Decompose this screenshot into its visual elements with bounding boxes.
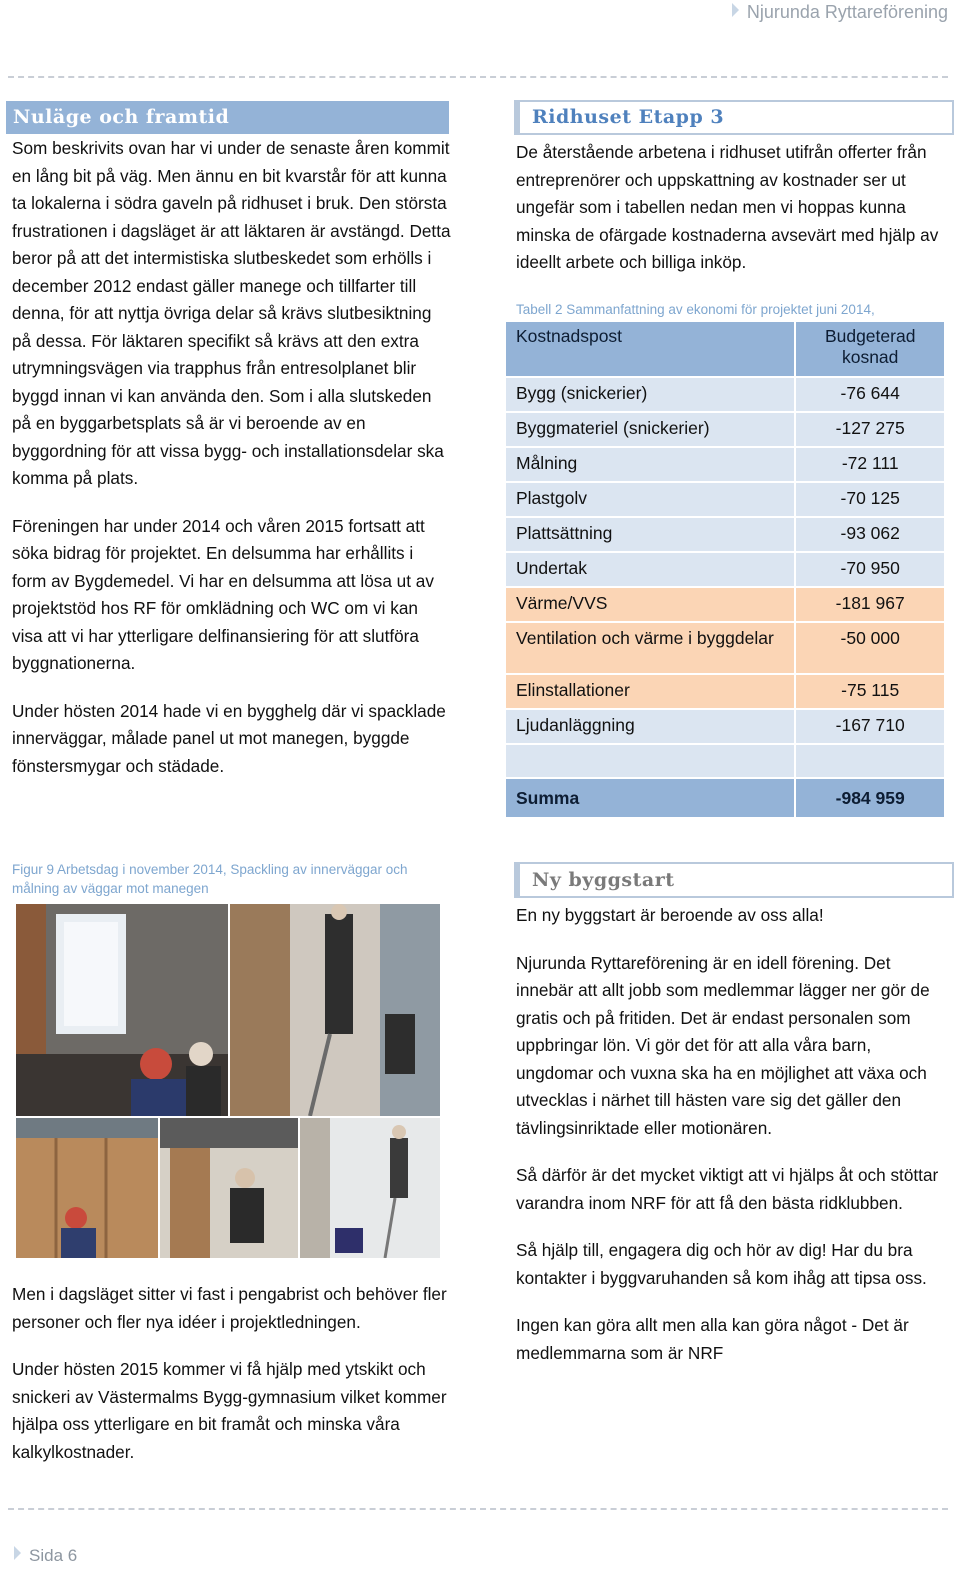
- right-text-block: [516, 902, 952, 1367]
- cost-item-label: Ventilation och värme i byggdelar: [505, 622, 795, 674]
- cost-item-value: -127 275: [795, 412, 945, 447]
- cost-item-label: Målning: [505, 447, 795, 482]
- paragraph-help-each-other: Så därför är det mycket viktigt att vi hjälps åt och stöttar varandra inom NRF för att få den bästa ridklubben.: [516, 1165, 939, 1213]
- paragraph-status: Som beskrivits ovan har vi under de senaste åren kommit en lång bit på väg. Men ännu en bit kvarstår för att kunna ta lokalerna i södra gaveln på ridhuset i bruk. Den största frustrationen i dagsläget är att läktaren är avstängd. Detta beror på att det intermistiska slutbeskedet som erhölls i december 2012 endast gäller manege och tillfarter till denna, för att nyttja övriga delar så krävs slutbesiktning på dessa. För läktaren specifikt så krävs att den extra utrymningsvägen via trapphus från entresolplanet blir byggd innan vi kan använda den. Som i alla slutskeden på en byggarbetsplats så är vi beroende av en byggordning för att vissa bygg- och installationsdelar ska komma på plats.: [12, 138, 451, 488]
- table-row: [505, 517, 945, 552]
- paragraph-new-start: En ny byggstart är beroende av oss alla!: [516, 905, 824, 925]
- sum-label: Summa: [505, 778, 795, 818]
- table-row: [505, 587, 945, 622]
- footer-page-label: Sida 6: [14, 1546, 77, 1566]
- table-row: [505, 482, 945, 517]
- paragraph-work-weekend: Under hösten 2014 hade vi en bygghelg där vi spacklade innerväggar, målade panel ut mot manegen, byggde fönstersmygar och städade.: [12, 700, 446, 776]
- table-row: [505, 552, 945, 587]
- paragraph-etapp3-intro: De återstående arbetena i ridhuset utifrån offerter från entreprenörer och uppskattning av kostnader ser ut ungefär som i tabellen nedan men vi hoppas kunna minska de ofärgade kostnaderna avsevärt med hjälp av ideellt arbete och billiga inköp.: [516, 142, 939, 272]
- cost-item-value: -70 125: [795, 482, 945, 517]
- table-header-budget: Budgeterad kosnad: [795, 321, 945, 377]
- cost-item-value: -181 967: [795, 587, 945, 622]
- table-row: [505, 412, 945, 447]
- photo-window-spackling: [16, 904, 228, 1116]
- figure-caption: Figur 9 Arbetsdag i november 2014, Spackling av innerväggar och målning av väggar mot manegen: [12, 862, 408, 896]
- section-title-nulage: Nuläge och framtid: [6, 101, 449, 134]
- cost-item-label: Plastgolv: [505, 482, 795, 517]
- header-org-name: Njurunda Ryttareförening: [732, 2, 948, 23]
- paragraph-autumn-2015: Under hösten 2015 kommer vi få hjälp med ytskikt och snickeri av Västermalms Bygg-gymnasium vilket kommer hjälpa oss ytterligare en bit framåt och minska våra kalkylkostnader.: [12, 1359, 447, 1462]
- table-header-row: [505, 321, 945, 377]
- cost-table: [504, 320, 946, 819]
- table-row: [505, 744, 945, 778]
- table-row: [505, 377, 945, 412]
- cost-table-wrapper: [504, 320, 946, 819]
- photo-collage: [16, 904, 440, 1258]
- cost-item-value: -76 644: [795, 377, 945, 412]
- table-row: [505, 622, 945, 674]
- sum-value: -984 959: [795, 778, 945, 818]
- table-row: [505, 447, 945, 482]
- cost-item-value: -75 115: [795, 674, 945, 709]
- bottom-divider: [8, 1508, 948, 1510]
- cost-item-value: -93 062: [795, 517, 945, 552]
- cost-item-label: Undertak: [505, 552, 795, 587]
- cost-item-label: Plattsättning: [505, 517, 795, 552]
- table-row: [505, 674, 945, 709]
- cost-item-value: -167 710: [795, 709, 945, 744]
- cost-item-label: [505, 744, 795, 778]
- cost-item-label: Elinstallationer: [505, 674, 795, 709]
- cost-item-value: [795, 744, 945, 778]
- table-header-cost-item: Kostnadspost: [505, 321, 795, 377]
- triangle-icon: [732, 3, 739, 17]
- cost-item-label: Bygg (snickerier): [505, 377, 795, 412]
- cost-item-value: -50 000: [795, 622, 945, 674]
- photo-wood-panel: [16, 1118, 158, 1258]
- table-sum-row: [505, 778, 945, 818]
- table-row: [505, 709, 945, 744]
- paragraph-funding: Föreningen har under 2014 och våren 2015 fortsatt att söka bidrag för projektet. En delsumma har erhållits i form av Bygdemedel. Vi har en delsumma att lösa ut av projektstöd hos RF för omklädning och WC om vi kan visa att vi har ytterligare delfinansiering för att slutföra byggnationerna.: [12, 515, 434, 673]
- cost-item-label: Ljudanläggning: [505, 709, 795, 744]
- cost-item-value: -72 111: [795, 447, 945, 482]
- photo-painting-room: [160, 1118, 298, 1258]
- right-intro: [516, 139, 946, 277]
- triangle-icon: [14, 1546, 21, 1560]
- cost-item-label: Värme/VVS: [505, 587, 795, 622]
- section-title-ny-byggstart: Ny byggstart: [514, 862, 954, 898]
- cost-item-value: -70 950: [795, 552, 945, 587]
- left-text-block-1: [12, 135, 452, 780]
- section-title-etapp3: Ridhuset Etapp 3: [514, 100, 954, 135]
- table-caption: Tabell 2 Sammanfattning av ekonomi för projektet juni 2014,: [516, 302, 875, 317]
- photo-white-wall: [300, 1118, 440, 1258]
- cost-item-label: Byggmateriel (snickerier): [505, 412, 795, 447]
- paragraph-money-shortage: Men i dagsläget sitter vi fast i pengabrist och behöver fler personer och fler nya idéer i projektledningen.: [12, 1284, 447, 1332]
- top-divider: [8, 76, 948, 78]
- photo-ladder-wall: [230, 904, 440, 1116]
- left-text-block-2: [12, 1281, 452, 1466]
- paragraph-get-involved: Så hjälp till, engagera dig och hör av dig! Har du bra kontakter i byggvaruhanden så kom ihåg att tipsa oss.: [516, 1240, 927, 1288]
- paragraph-members: Ingen kan göra allt men alla kan göra något - Det är medlemmarna som är NRF: [516, 1315, 909, 1363]
- paragraph-association: Njurunda Ryttareförening är en idell förening. Det innebär att allt jobb som medlemmar lägger ner gör de gratis och på fritiden. Det är endast personalen som uppbringar lön. Vi gör det för att alla våra barn, ungdomar och vuxna ska ha en möjlighet att växa och utvecklas i närhet till hästen vare sig det gäller den tävlingsinriktade eller motionären.: [516, 952, 930, 1138]
